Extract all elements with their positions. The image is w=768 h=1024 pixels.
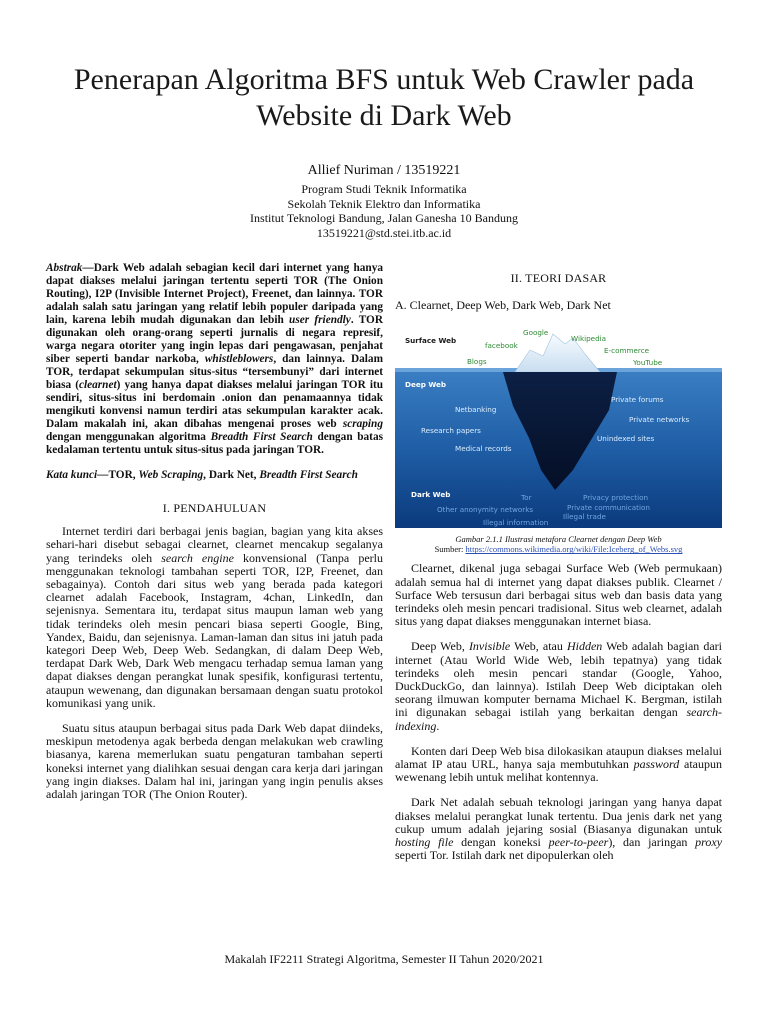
paragraph-text: ataupun wewenang lebih untuk melihat kontennya. — [395, 757, 722, 785]
source-label: Sumber: — [434, 544, 466, 555]
keywords-italic: Web Scraping — [138, 469, 204, 481]
abstract-text: , dan lainnya. Dalam TOR, terdapat sekumpulan situs-situs “tersembunyi” dari internet biasa ( — [46, 353, 383, 391]
subsection-heading: A. Clearnet, Deep Web, Dark Web, Dark Net — [395, 298, 611, 313]
abstract-text: dengan menggunakan algoritma — [46, 431, 211, 443]
label-surface-web: Surface Web — [405, 336, 457, 346]
label-blogs: Blogs — [467, 357, 487, 367]
abstract-italic: clearnet — [78, 379, 117, 391]
label-illegal-trade: Illegal trade — [563, 512, 606, 522]
figure-source — [395, 544, 722, 554]
label-privacy-protection: Privacy protection — [583, 493, 649, 503]
paragraph-text: Web adalah bagian dari internet (Atau World Wide Web, lebih tepatnya) yang tidak terindeks oleh mesin pencari standar (Google, Yahoo, DuckDuckGo, dan lainnya). Istilah Deep Web diciptakan oleh seorang ilmuwan komputer bernama Michael K. Bergman, istilah ini digunakan sebagai istilah yang berkaitan dengan — [395, 639, 722, 720]
label-deep-web: Deep Web — [405, 380, 447, 390]
paragraph — [46, 525, 383, 710]
paragraph-text: Deep Web, — [411, 639, 469, 654]
abstract-text: —Dark Web adalah sebagian kecil dari internet yang hanya dapat diakses melalui jaringan tertentu seperti TOR (The Onion Routing), I2P (Invisible Internet Project), Freenet, dan lainnya. TOR adalah salah satu jaringan yang relatif lebih populer daripada yang lain, karena lebih mudah digunakan dan lebih — [46, 262, 383, 326]
abstract-italic: Breadth First Search — [210, 431, 313, 443]
paragraph-italic: search engine — [161, 550, 234, 565]
left-column — [46, 262, 383, 813]
paragraph-italic: search-indexing — [395, 705, 722, 733]
abstract-text: . TOR digunakan oleh orang-orang seperti jurnalis di negara represif, warga negara otoriter yang ingin lepas dari pengawasan, penjahat siber seperti bandar narkoba, — [46, 314, 383, 365]
label-unindexed-sites: Unindexed sites — [597, 434, 655, 444]
abstract — [46, 262, 383, 457]
paragraph-italic: password — [633, 757, 680, 772]
abstract-italic: scraping — [342, 418, 383, 430]
author-institution: Institut Teknologi Bandung, Jalan Ganesha 10 Bandung — [250, 211, 518, 225]
paragraph-text: dengan koneksi — [453, 835, 549, 850]
abstract-text: ) yang hanya dapat diakses melalui jaringan TOR itu sendiri, situs-situs ini berdomain .onion dan penamaannya tidak mengikuti konvensi namun terdiri atas sekumpulan karakter acak. Dalam makalah ini, akan dibahas mengenai proses web — [46, 379, 383, 430]
section-heading-pendahuluan: I. PENDAHULUAN — [162, 501, 267, 515]
paragraph: Suatu situs ataupun berbagai situs pada Dark Web dapat diindeks, meskipun metodenya agak berbeda dengan melakukan web crawling biasanya, karena memerlukan suatu pengaturan tambahan seperti koneksi internet yang dialihkan sesuai dengan cara kerja dari jaringan yang ingin diakses. Dalam hal ini, jaringan yang ingin penulis akses adalah jaringan TOR (The Onion Router). — [46, 721, 383, 802]
paragraph — [395, 640, 722, 732]
paragraph-text: seperti Tor. Istilah dark net dipopulerkan oleh — [395, 848, 614, 863]
label-facebook: facebook — [485, 341, 518, 351]
author-block — [40, 162, 728, 240]
keywords-italic: Breadth First Search — [259, 469, 358, 481]
author-school: Sekolah Teknik Elektro dan Informatika — [287, 196, 481, 211]
paragraph-text: Dark Net adalah sebuah teknologi jaringan yang hanya dapat diakses melalui perangkat lunak tertentu. Dua jenis dark net yang cukup umum adalah jejaring sosial (Biasanya digunakan untuk — [395, 795, 722, 836]
keywords-text: , Dark Net, — [203, 469, 260, 481]
label-research-papers: Research papers — [421, 426, 481, 436]
author-name: Allief Nuriman / 13519221 — [307, 163, 461, 178]
paragraph-text: Web, atau — [510, 639, 567, 654]
label-youtube: YouTube — [633, 358, 663, 368]
paragraph-italic: peer-to-peer — [548, 835, 609, 850]
page-footer: Makalah IF2211 Strategi Algoritma, Semester II Tahun 2020/2021 — [224, 952, 544, 966]
label-private-forums: Private forums — [611, 395, 664, 405]
paragraph-text: ), dan jaringan — [608, 835, 696, 850]
label-private-networks: Private networks — [629, 415, 690, 425]
keywords-text: —TOR, — [97, 469, 139, 481]
paragraph: Clearnet, dikenal juga sebagai Surface Web (Web permukaan) adalah semua hal di internet yang dapat diakses publik. Clearnet / Surface Web tersusun dari berbagai situs web dan basis data yang terindeks oleh mesin pencari tradisional. Situs web clearnet, adalah situs yang dapat diakses menggunakan internet biasa. — [395, 561, 722, 629]
paragraph-italic: hosting file — [395, 835, 454, 850]
label-medical-records: Medical records — [455, 444, 512, 454]
label-dark-web: Dark Web — [411, 490, 451, 500]
paragraph-text: konvensional (Tanpa perlu menggunakan teknologi tambahan seperti TOR, I2P, Freenet, dan sebagainya). Contoh dari situs web yang berada pada kategori clearnet adalah Facebook, Instagram, 4chan, LinkedIn, dan sejenisnya. Sementara itu, terdapat situs maupun laman web yang tidak terindeks oleh mesin pencari biasa seperti Google, Bing, Yandex, Baidu, dan sejenisnya. Laman-laman dan situs ini jatuh pada kategori Deep Web, Deep Web. Sedangkan, di dalam Deep Web, terdapat Dark Web, Dark Web mengacu terhadap semua laman yang dapat diakses dengan perangkat lunak spesifik, konfigurasi tertentu, ataupun wewenang, dan digunakan bersamaan dengan suatu protokol komunikasi yang unik. — [46, 550, 383, 710]
label-tor: Tor — [521, 493, 532, 503]
author-email: 13519221@std.stei.itb.ac.id — [316, 225, 452, 240]
right-column — [395, 272, 722, 874]
label-illegal-information: Illegal information — [483, 518, 549, 528]
label-netbanking: Netbanking — [455, 405, 497, 415]
paper-title: Penerapan Algoritma BFS untuk Web Crawler pada Website di Dark Web — [73, 63, 695, 132]
label-anonymity-networks: Other anonymity networks — [437, 505, 534, 515]
paragraph-text: . — [436, 718, 440, 733]
abstract-italic: user friendly — [289, 314, 351, 326]
abstract-italic: whistleblowers — [204, 353, 274, 365]
keywords-lead: Kata kunci — [46, 469, 98, 481]
label-google: Google — [523, 328, 549, 338]
label-ecommerce: E-commerce — [604, 346, 650, 356]
paragraph-italic: proxy — [695, 835, 723, 850]
figure-caption: Gambar 2.1.1 Ilustrasi metafora Clearnet dengan Deep Web — [455, 534, 662, 545]
paragraph-italic: Invisible — [468, 639, 511, 654]
abstract-text: dengan batas kedalaman tertentu untuk situs-situs pada jaringan TOR. — [46, 431, 383, 456]
paragraph-text: Internet terdiri dari berbagai jenis bagian, bagian yang kita akses sehari-hari disebut sebagai clearnet, clearnet mencakup segalanya yang terindeks oleh — [46, 524, 383, 565]
section-heading-teori-dasar: II. TEORI DASAR — [510, 271, 607, 285]
label-wikipedia: Wikipedia — [571, 334, 607, 344]
keywords — [46, 469, 383, 482]
paragraph-text: Konten dari Deep Web bisa dilokasikan ataupun diakses melalui alamat IP atau URL, hanya saja membutuhkan — [395, 743, 722, 772]
paragraph — [395, 796, 722, 862]
author-program: Program Studi Teknik Informatika — [301, 182, 467, 196]
iceberg-figure — [395, 320, 722, 528]
label-private-communication: Private communication — [567, 503, 650, 513]
abstract-lead: Abstrak — [46, 262, 83, 274]
source-link[interactable]: https://commons.wikimedia.org/wiki/File:Iceberg_of_Webs.svg — [465, 544, 683, 555]
paragraph — [395, 745, 722, 785]
paragraph-italic: Hidden — [566, 639, 603, 654]
